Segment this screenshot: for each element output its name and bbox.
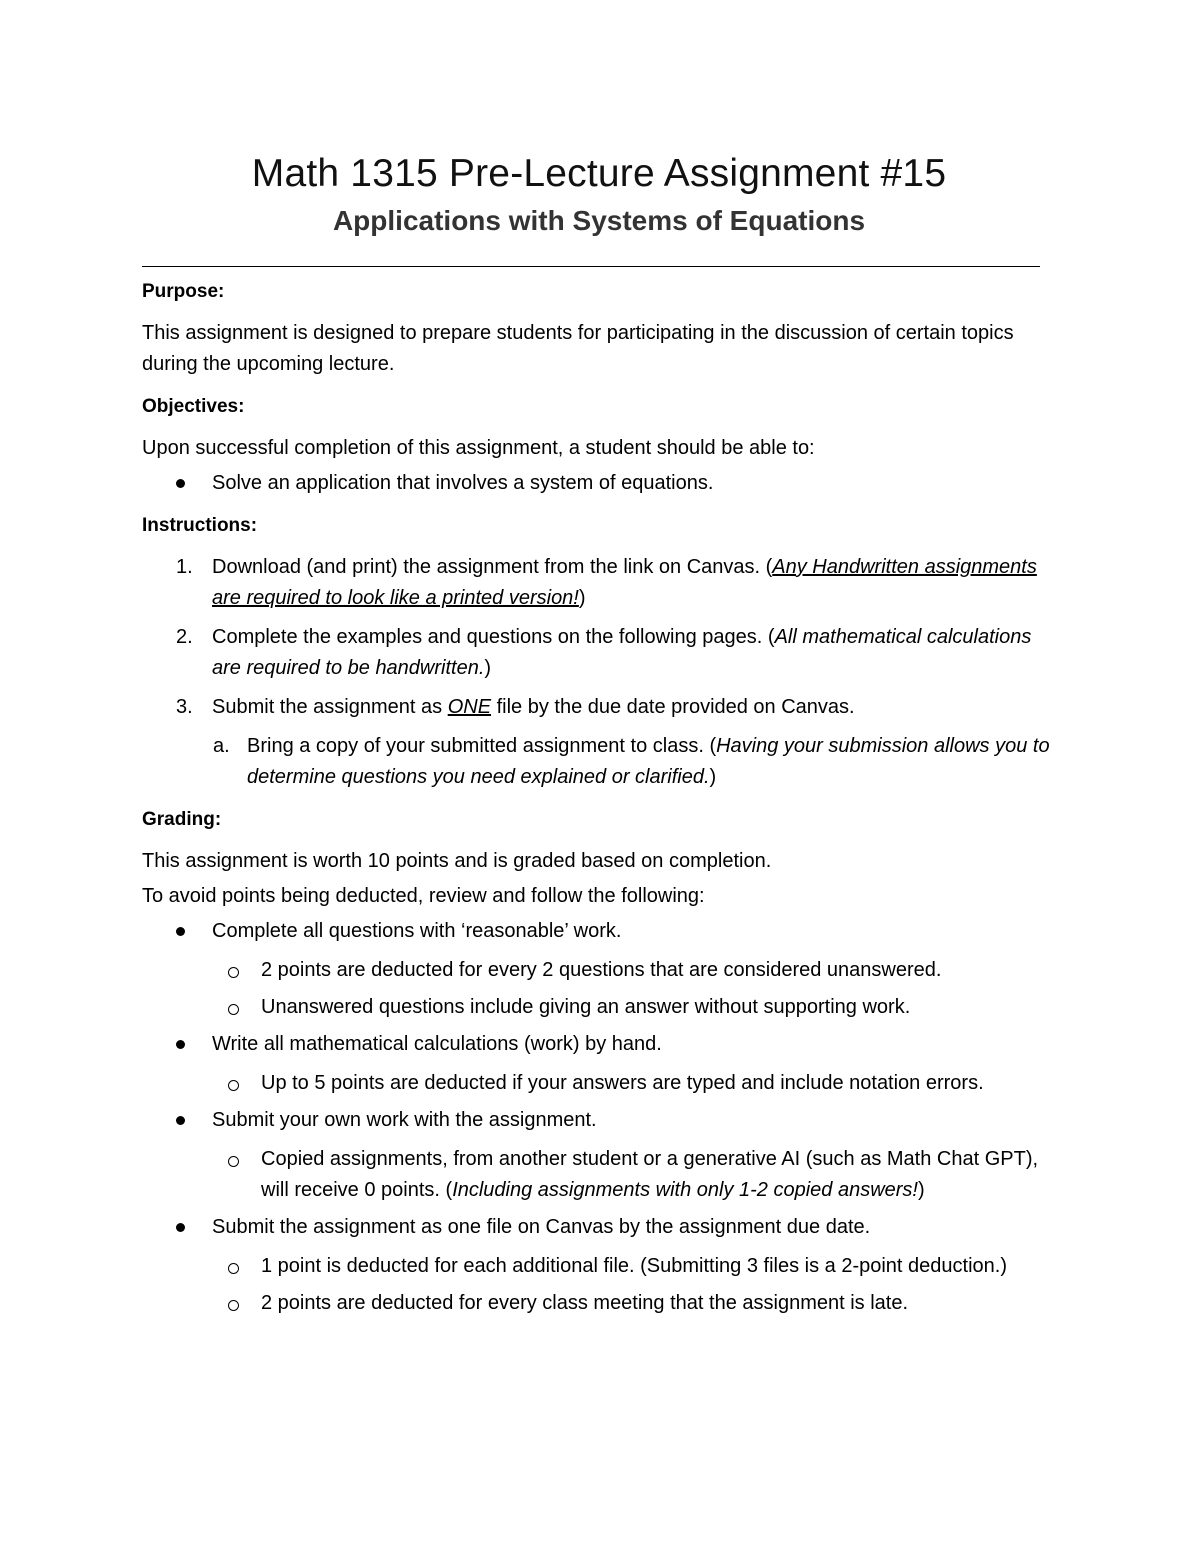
circle-bullet-icon xyxy=(228,1300,239,1311)
grading-subitem: 2 points are deducted for every 2 questions that are considered unanswered. xyxy=(142,955,1052,986)
circle-bullet-icon xyxy=(228,1080,239,1091)
title-divider xyxy=(142,266,1040,267)
document-body xyxy=(142,276,1052,1325)
grading-subitem: Unanswered questions include giving an answer without supporting work. xyxy=(142,992,1052,1023)
grading-line-1: This assignment is worth 10 points and is graded based on completion. xyxy=(142,850,772,872)
list-number: 3. xyxy=(176,696,193,718)
bullet-icon xyxy=(176,1116,185,1125)
objectives-intro: Upon successful completion of this assignment, a student should be able to: xyxy=(142,437,815,459)
page-subtitle: Applications with Systems of Equations xyxy=(332,205,866,236)
circle-bullet-icon xyxy=(228,1263,239,1274)
instructions-list xyxy=(142,552,1052,793)
objectives-heading: Objectives: xyxy=(142,396,245,417)
purpose-text: This assignment is designed to prepare students for participating in the discussion of certain topics during the upcoming lecture. xyxy=(142,322,1014,375)
purpose-heading: Purpose: xyxy=(142,281,225,302)
grading-bullet: Complete all questions with ‘reasonable’ work. xyxy=(142,916,1052,947)
emphasis-text: All mathematical calculations are required to be handwritten. xyxy=(212,626,1032,679)
circle-bullet-icon xyxy=(228,967,239,978)
grading-subitem: 1 point is deducted for each additional file. (Submitting 3 files is a 2-point deduction.) xyxy=(142,1251,1052,1282)
bullet-icon xyxy=(176,1040,185,1049)
instruction-item: 2. Complete the examples and questions on the following pages. (All mathematical calculations are required to be handwritten.) xyxy=(142,622,1052,684)
list-number: 1. xyxy=(176,556,193,578)
emphasis-text: Including assignments with only 1-2 copied answers! xyxy=(452,1179,918,1201)
grading-line-2: To avoid points being deducted, review and follow the following: xyxy=(142,885,705,907)
page-title: Math 1315 Pre-Lecture Assignment #15 xyxy=(251,152,947,195)
objectives-list xyxy=(142,468,1052,499)
grading-subitem: Up to 5 points are deducted if your answers are typed and include notation errors. xyxy=(142,1068,1052,1099)
grading-subitem: 2 points are deducted for every class meeting that the assignment is late. xyxy=(142,1288,1052,1319)
instruction-subitem: a. Bring a copy of your submitted assignment to class. (Having your submission allows you to determine questions you need explained or clarified.) xyxy=(142,731,1052,793)
bullet-icon xyxy=(176,927,185,936)
circle-bullet-icon xyxy=(228,1156,239,1167)
grading-heading: Grading: xyxy=(142,809,222,830)
instructions-heading: Instructions: xyxy=(142,515,258,536)
instruction-item: 3. Submit the assignment as ONE file by the due date provided on Canvas. xyxy=(142,692,1052,723)
grading-list xyxy=(142,916,1052,1319)
bullet-icon xyxy=(176,479,185,488)
objective-item: Solve an application that involves a system of equations. xyxy=(142,468,1052,499)
list-number: 2. xyxy=(176,626,193,648)
list-letter: a. xyxy=(213,735,230,757)
instruction-item: 1. Download (and print) the assignment from the link on Canvas. (Any Handwritten assignments are required to look like a printed version!) xyxy=(142,552,1052,614)
grading-bullet: Submit the assignment as one file on Canvas by the assignment due date. xyxy=(142,1212,1052,1243)
bullet-icon xyxy=(176,1223,185,1232)
grading-bullet: Write all mathematical calculations (work) by hand. xyxy=(142,1029,1052,1060)
grading-subitem: Copied assignments, from another student or a generative AI (such as Math Chat GPT), will receive 0 points. (Including assignments with only 1-2 copied answers!) xyxy=(142,1144,1052,1206)
circle-bullet-icon xyxy=(228,1004,239,1015)
grading-bullet: Submit your own work with the assignment. xyxy=(142,1105,1052,1136)
emphasis-text: ONE xyxy=(447,696,492,718)
emphasis-text: Having your submission allows you to determine questions you need explained or clarified. xyxy=(247,735,1050,788)
emphasis-text: Any Handwritten assignments are required to look like a printed version! xyxy=(212,556,1037,609)
